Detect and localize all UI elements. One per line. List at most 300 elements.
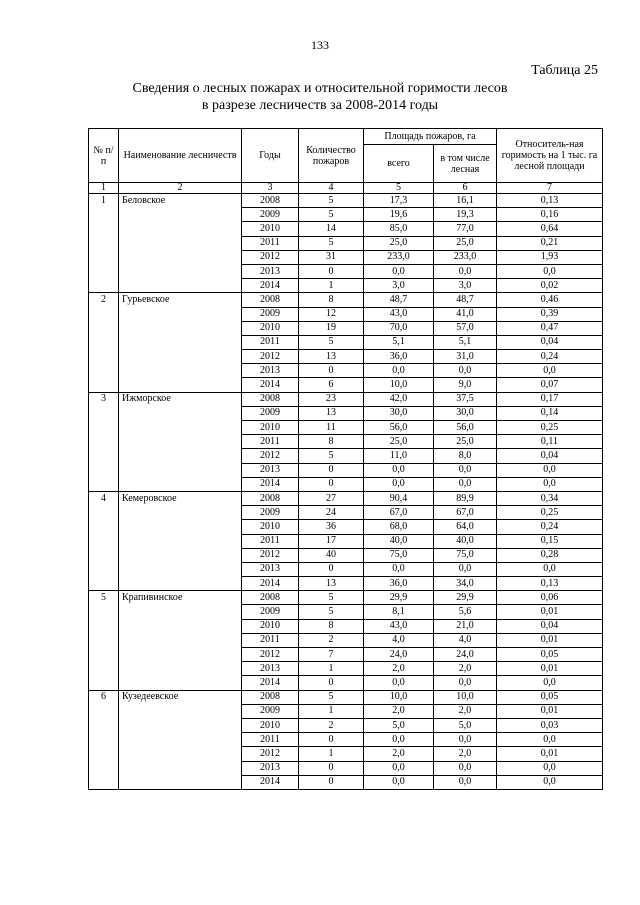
district-name (119, 761, 242, 775)
district-name (119, 307, 242, 321)
district-name (119, 477, 242, 491)
district-number (89, 378, 119, 392)
district-name: Кузедеевское (119, 690, 242, 704)
year-cell: 2012 (242, 350, 299, 364)
district-name: Крапивинское (119, 591, 242, 605)
district-name (119, 264, 242, 278)
relative-cell: 0,0 (497, 562, 603, 576)
area-total-cell: 5,0 (364, 718, 434, 732)
district-name (119, 435, 242, 449)
header-num: № п/п (89, 129, 119, 183)
table-row (89, 761, 603, 775)
district-number (89, 548, 119, 562)
relative-cell: 0,0 (497, 775, 603, 789)
area-forest-cell: 0,0 (434, 761, 497, 775)
year-cell: 2009 (242, 307, 299, 321)
district-name (119, 463, 242, 477)
year-cell: 2012 (242, 449, 299, 463)
count-cell: 8 (299, 293, 364, 307)
area-total-cell: 42,0 (364, 392, 434, 406)
area-forest-cell: 0,0 (434, 562, 497, 576)
area-forest-cell: 24,0 (434, 648, 497, 662)
relative-cell: 0,04 (497, 449, 603, 463)
table-row (89, 293, 603, 307)
area-total-cell: 0,0 (364, 364, 434, 378)
table-row (89, 577, 603, 591)
area-total-cell: 48,7 (364, 293, 434, 307)
relative-cell: 0,28 (497, 548, 603, 562)
table-body (89, 194, 603, 790)
area-forest-cell: 0,0 (434, 264, 497, 278)
year-cell: 2014 (242, 775, 299, 789)
count-cell: 2 (299, 718, 364, 732)
district-name: Беловское (119, 194, 242, 208)
table-row (89, 236, 603, 250)
year-cell: 2013 (242, 364, 299, 378)
area-forest-cell: 48,7 (434, 293, 497, 307)
table-label: Таблица 25 (531, 63, 598, 78)
table-row (89, 648, 603, 662)
district-number: 4 (89, 491, 119, 505)
year-cell: 2014 (242, 378, 299, 392)
district-name (119, 548, 242, 562)
table-row (89, 747, 603, 761)
district-number (89, 562, 119, 576)
count-cell: 0 (299, 477, 364, 491)
count-cell: 24 (299, 506, 364, 520)
table-row (89, 662, 603, 676)
year-cell: 2008 (242, 690, 299, 704)
area-forest-cell: 5,0 (434, 718, 497, 732)
area-forest-cell: 25,0 (434, 236, 497, 250)
relative-cell: 0,24 (497, 520, 603, 534)
district-number (89, 264, 119, 278)
table-header (89, 129, 603, 194)
table-row (89, 194, 603, 208)
count-cell: 0 (299, 676, 364, 690)
area-forest-cell: 2,0 (434, 747, 497, 761)
area-forest-cell: 30,0 (434, 406, 497, 420)
col-number: 7 (497, 183, 603, 194)
relative-cell: 0,07 (497, 378, 603, 392)
table-row (89, 633, 603, 647)
district-name (119, 562, 242, 576)
year-cell: 2012 (242, 747, 299, 761)
area-forest-cell: 0,0 (434, 733, 497, 747)
district-name (119, 605, 242, 619)
area-total-cell: 11,0 (364, 449, 434, 463)
table-row (89, 562, 603, 576)
table-row (89, 250, 603, 264)
forest-fires-table (88, 128, 603, 790)
table-row (89, 775, 603, 789)
district-name (119, 520, 242, 534)
relative-cell: 0,21 (497, 236, 603, 250)
table-row (89, 477, 603, 491)
district-number: 3 (89, 392, 119, 406)
area-total-cell: 17,3 (364, 194, 434, 208)
area-total-cell: 5,1 (364, 335, 434, 349)
count-cell: 0 (299, 463, 364, 477)
district-number: 2 (89, 293, 119, 307)
col-number: 3 (242, 183, 299, 194)
area-total-cell: 70,0 (364, 321, 434, 335)
district-name (119, 236, 242, 250)
table-row (89, 733, 603, 747)
area-total-cell: 0,0 (364, 463, 434, 477)
district-number (89, 321, 119, 335)
year-cell: 2010 (242, 222, 299, 236)
count-cell: 0 (299, 775, 364, 789)
year-cell: 2011 (242, 633, 299, 647)
year-cell: 2009 (242, 704, 299, 718)
col-number: 4 (299, 183, 364, 194)
area-forest-cell: 16,1 (434, 194, 497, 208)
year-cell: 2008 (242, 392, 299, 406)
district-number (89, 222, 119, 236)
table-row (89, 534, 603, 548)
header-name: Наименование лесничеств (119, 129, 242, 183)
area-total-cell: 36,0 (364, 577, 434, 591)
district-number (89, 406, 119, 420)
count-cell: 0 (299, 364, 364, 378)
table-row (89, 463, 603, 477)
year-cell: 2012 (242, 548, 299, 562)
area-forest-cell: 29,9 (434, 591, 497, 605)
table-row (89, 364, 603, 378)
relative-cell: 0,01 (497, 747, 603, 761)
relative-cell: 0,0 (497, 676, 603, 690)
relative-cell: 0,03 (497, 718, 603, 732)
district-number (89, 633, 119, 647)
relative-cell: 0,02 (497, 279, 603, 293)
col-number: 1 (89, 183, 119, 194)
district-name (119, 378, 242, 392)
area-forest-cell: 0,0 (434, 463, 497, 477)
relative-cell: 0,05 (497, 648, 603, 662)
year-cell: 2013 (242, 463, 299, 477)
col-number: 2 (119, 183, 242, 194)
area-total-cell: 0,0 (364, 761, 434, 775)
area-total-cell: 2,0 (364, 747, 434, 761)
district-name (119, 506, 242, 520)
district-name (119, 421, 242, 435)
district-number (89, 704, 119, 718)
count-cell: 1 (299, 747, 364, 761)
table-row (89, 435, 603, 449)
count-cell: 5 (299, 335, 364, 349)
count-cell: 0 (299, 264, 364, 278)
district-number (89, 236, 119, 250)
district-number (89, 718, 119, 732)
table-row (89, 321, 603, 335)
header-area: Площадь пожаров, га (364, 129, 497, 145)
area-total-cell: 2,0 (364, 704, 434, 718)
year-cell: 2011 (242, 733, 299, 747)
district-number (89, 775, 119, 789)
count-cell: 19 (299, 321, 364, 335)
table-row (89, 307, 603, 321)
district-number (89, 435, 119, 449)
count-cell: 27 (299, 491, 364, 505)
district-name (119, 662, 242, 676)
year-cell: 2014 (242, 279, 299, 293)
district-number (89, 421, 119, 435)
area-total-cell: 10,0 (364, 690, 434, 704)
area-forest-cell: 21,0 (434, 619, 497, 633)
district-name (119, 321, 242, 335)
relative-cell: 0,0 (497, 463, 603, 477)
district-number (89, 463, 119, 477)
area-total-cell: 19,6 (364, 208, 434, 222)
area-total-cell: 0,0 (364, 477, 434, 491)
area-forest-cell: 34,0 (434, 577, 497, 591)
district-name (119, 718, 242, 732)
area-forest-cell: 10,0 (434, 690, 497, 704)
area-forest-cell: 19,3 (434, 208, 497, 222)
count-cell: 23 (299, 392, 364, 406)
district-name (119, 619, 242, 633)
area-forest-cell: 233,0 (434, 250, 497, 264)
count-cell: 36 (299, 520, 364, 534)
area-total-cell: 29,9 (364, 591, 434, 605)
count-cell: 0 (299, 761, 364, 775)
year-cell: 2009 (242, 506, 299, 520)
year-cell: 2011 (242, 335, 299, 349)
district-name (119, 250, 242, 264)
relative-cell: 0,05 (497, 690, 603, 704)
count-cell: 40 (299, 548, 364, 562)
district-number (89, 605, 119, 619)
year-cell: 2012 (242, 250, 299, 264)
year-cell: 2014 (242, 477, 299, 491)
district-name (119, 747, 242, 761)
district-name (119, 449, 242, 463)
relative-cell: 0,34 (497, 491, 603, 505)
count-cell: 31 (299, 250, 364, 264)
area-total-cell: 85,0 (364, 222, 434, 236)
count-cell: 1 (299, 662, 364, 676)
district-name (119, 406, 242, 420)
table-row (89, 264, 603, 278)
relative-cell: 0,0 (497, 364, 603, 378)
count-cell: 5 (299, 690, 364, 704)
count-cell: 0 (299, 733, 364, 747)
count-cell: 8 (299, 435, 364, 449)
district-number (89, 364, 119, 378)
table-row (89, 449, 603, 463)
table-row (89, 406, 603, 420)
district-name (119, 279, 242, 293)
area-total-cell: 30,0 (364, 406, 434, 420)
year-cell: 2008 (242, 194, 299, 208)
count-cell: 17 (299, 534, 364, 548)
table-row (89, 619, 603, 633)
year-cell: 2008 (242, 491, 299, 505)
relative-cell: 0,24 (497, 350, 603, 364)
year-cell: 2013 (242, 761, 299, 775)
count-cell: 13 (299, 577, 364, 591)
count-cell: 13 (299, 406, 364, 420)
area-forest-cell: 41,0 (434, 307, 497, 321)
area-forest-cell: 57,0 (434, 321, 497, 335)
area-forest-cell: 67,0 (434, 506, 497, 520)
district-name (119, 208, 242, 222)
district-name (119, 676, 242, 690)
area-forest-cell: 5,1 (434, 335, 497, 349)
district-name (119, 704, 242, 718)
table-row (89, 520, 603, 534)
header-area-forest: в том числе лесная (434, 145, 497, 183)
year-cell: 2010 (242, 421, 299, 435)
relative-cell: 0,17 (497, 392, 603, 406)
area-forest-cell: 37,5 (434, 392, 497, 406)
district-number (89, 279, 119, 293)
table-row (89, 704, 603, 718)
district-number (89, 577, 119, 591)
district-number (89, 477, 119, 491)
area-forest-cell: 0,0 (434, 477, 497, 491)
relative-cell: 0,06 (497, 591, 603, 605)
area-total-cell: 0,0 (364, 733, 434, 747)
area-forest-cell: 2,0 (434, 662, 497, 676)
district-name: Кемеровское (119, 491, 242, 505)
area-total-cell: 0,0 (364, 775, 434, 789)
count-cell: 6 (299, 378, 364, 392)
district-number (89, 307, 119, 321)
table-row (89, 279, 603, 293)
year-cell: 2008 (242, 293, 299, 307)
relative-cell: 0,13 (497, 194, 603, 208)
district-number (89, 761, 119, 775)
area-forest-cell: 56,0 (434, 421, 497, 435)
district-name (119, 775, 242, 789)
area-total-cell: 3,0 (364, 279, 434, 293)
district-number (89, 733, 119, 747)
table-row (89, 421, 603, 435)
area-forest-cell: 2,0 (434, 704, 497, 718)
area-forest-cell: 0,0 (434, 676, 497, 690)
area-forest-cell: 0,0 (434, 364, 497, 378)
year-cell: 2013 (242, 264, 299, 278)
relative-cell: 0,39 (497, 307, 603, 321)
relative-cell: 0,46 (497, 293, 603, 307)
col-number: 6 (434, 183, 497, 194)
district-number: 1 (89, 194, 119, 208)
count-cell: 13 (299, 350, 364, 364)
year-cell: 2009 (242, 406, 299, 420)
year-cell: 2012 (242, 648, 299, 662)
count-cell: 5 (299, 605, 364, 619)
area-total-cell: 2,0 (364, 662, 434, 676)
year-cell: 2009 (242, 605, 299, 619)
area-forest-cell: 5,6 (434, 605, 497, 619)
district-number (89, 208, 119, 222)
area-total-cell: 25,0 (364, 236, 434, 250)
table-row (89, 676, 603, 690)
district-number (89, 619, 119, 633)
relative-cell: 0,01 (497, 605, 603, 619)
area-total-cell: 43,0 (364, 619, 434, 633)
col-number: 5 (364, 183, 434, 194)
district-number (89, 747, 119, 761)
year-cell: 2008 (242, 591, 299, 605)
district-name (119, 577, 242, 591)
relative-cell: 0,04 (497, 619, 603, 633)
area-total-cell: 36,0 (364, 350, 434, 364)
district-number (89, 534, 119, 548)
table-title-line1: Сведения о лесных пожарах и относительной горимости лесов (132, 81, 508, 96)
table-row (89, 591, 603, 605)
relative-cell: 0,0 (497, 733, 603, 747)
year-cell: 2014 (242, 577, 299, 591)
area-total-cell: 75,0 (364, 548, 434, 562)
area-forest-cell: 25,0 (434, 435, 497, 449)
relative-cell: 0,16 (497, 208, 603, 222)
table-row (89, 718, 603, 732)
district-name (119, 350, 242, 364)
area-total-cell: 25,0 (364, 435, 434, 449)
area-total-cell: 8,1 (364, 605, 434, 619)
year-cell: 2011 (242, 534, 299, 548)
count-cell: 5 (299, 591, 364, 605)
area-forest-cell: 31,0 (434, 350, 497, 364)
district-number (89, 662, 119, 676)
district-name (119, 733, 242, 747)
table-row (89, 208, 603, 222)
district-number (89, 676, 119, 690)
table-title (0, 80, 640, 114)
district-number (89, 449, 119, 463)
relative-cell: 0,0 (497, 264, 603, 278)
relative-cell: 0,0 (497, 477, 603, 491)
district-name (119, 534, 242, 548)
year-cell: 2013 (242, 562, 299, 576)
year-cell: 2010 (242, 321, 299, 335)
district-number (89, 520, 119, 534)
count-cell: 5 (299, 236, 364, 250)
table-row (89, 392, 603, 406)
relative-cell: 0,01 (497, 633, 603, 647)
year-cell: 2010 (242, 520, 299, 534)
year-cell: 2013 (242, 662, 299, 676)
table-row (89, 548, 603, 562)
relative-cell: 0,14 (497, 406, 603, 420)
district-number: 5 (89, 591, 119, 605)
table-title-line2: в разрезе лесничеств за 2008-2014 годы (201, 98, 439, 113)
count-cell: 11 (299, 421, 364, 435)
relative-cell: 0,04 (497, 335, 603, 349)
area-total-cell: 233,0 (364, 250, 434, 264)
relative-cell: 0,25 (497, 421, 603, 435)
year-cell: 2011 (242, 435, 299, 449)
relative-cell: 0,15 (497, 534, 603, 548)
relative-cell: 0,13 (497, 577, 603, 591)
area-forest-cell: 89,9 (434, 491, 497, 505)
count-cell: 12 (299, 307, 364, 321)
area-total-cell: 43,0 (364, 307, 434, 321)
area-forest-cell: 4,0 (434, 633, 497, 647)
area-total-cell: 0,0 (364, 264, 434, 278)
area-forest-cell: 9,0 (434, 378, 497, 392)
district-number (89, 350, 119, 364)
count-cell: 5 (299, 194, 364, 208)
table-row (89, 222, 603, 236)
relative-cell: 0,01 (497, 662, 603, 676)
count-cell: 14 (299, 222, 364, 236)
district-name (119, 222, 242, 236)
table-row (89, 605, 603, 619)
